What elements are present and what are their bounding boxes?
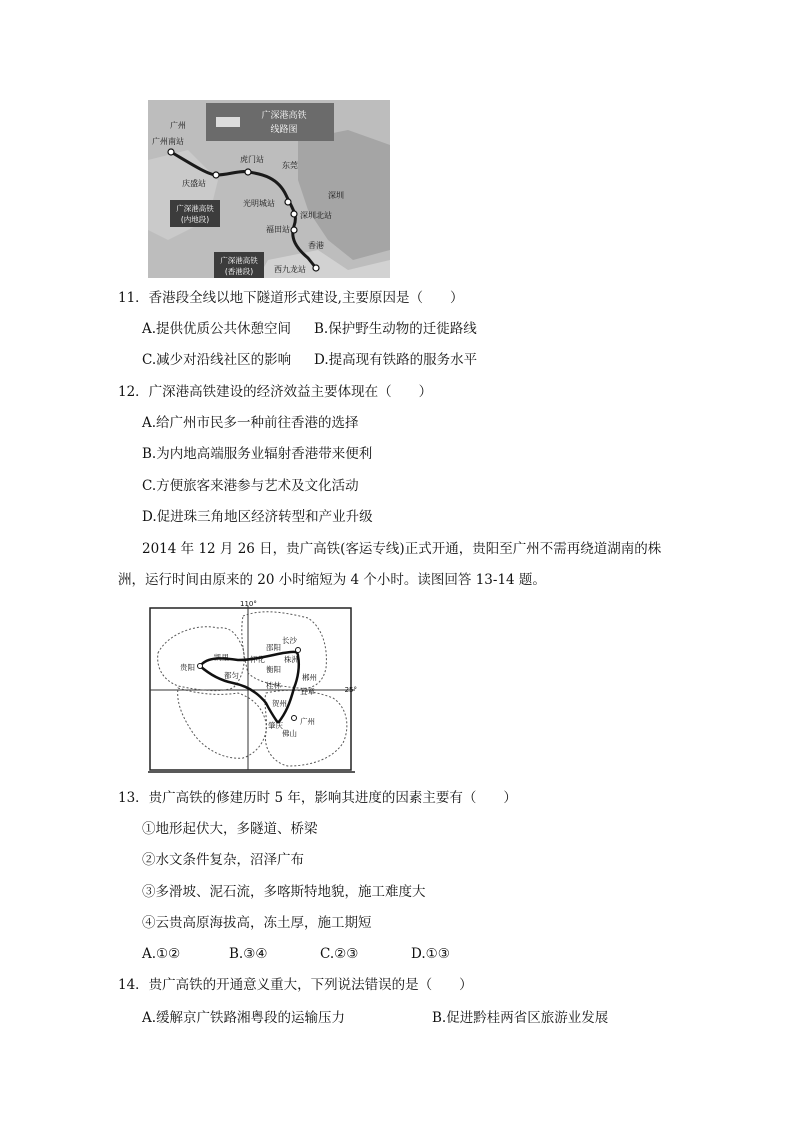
label-west-kowloon: 西九龙站	[274, 265, 306, 274]
label-shenzhen: 深圳	[328, 191, 344, 200]
question-13-option-c: C.②③	[320, 946, 359, 962]
label-dongguan: 东莞	[282, 161, 298, 170]
question-12-stem: 12．广深港高铁建设的经济效益主要体现在（ ）	[118, 384, 433, 400]
label-zhuzhou: 株洲	[284, 655, 299, 664]
lat-label: 25°	[344, 686, 357, 694]
station-west-kowloon	[313, 265, 319, 271]
label-guilin: 桂林	[266, 681, 281, 690]
label-shenzhen-north: 深圳北站	[300, 211, 332, 220]
station-futian	[291, 227, 297, 233]
label-yizhang: 宜章	[300, 687, 315, 696]
station-humen	[245, 169, 251, 175]
question-12-option-a: A.给广州市民多一种前往香港的选择	[142, 415, 359, 431]
label-duyun: 都匀	[224, 671, 239, 680]
question-14-option-a: A.缓解京广铁路湘粤段的运输压力	[142, 1010, 346, 1026]
guangshengang-railway-map	[148, 100, 390, 278]
label-hengyang: 衡阳	[266, 665, 281, 674]
city-changsha	[296, 648, 301, 653]
label-changsha: 长沙	[282, 636, 297, 645]
mainland-label-line1: 广深港高铁	[176, 204, 214, 213]
question-13-statement-2: ②水文条件复杂，沼泽广布	[142, 852, 304, 868]
station-guangzhou-south	[168, 149, 174, 155]
label-guiyang: 贵阳	[180, 663, 195, 672]
label-futian: 福田站	[266, 225, 290, 234]
station-shenzhen-north	[291, 211, 297, 217]
question-11-option-c: C.减少对沿线社区的影响	[142, 352, 292, 368]
label-huaihua: 怀化	[250, 655, 265, 664]
label-kaili: 凯里	[214, 653, 229, 662]
question-13-statement-3: ③多滑坡、泥石流，多喀斯特地貌，施工难度大	[142, 884, 426, 900]
question-13-statement-4: ④云贵高原海拔高，冻土厚，施工期短	[142, 915, 372, 931]
city-guiyang	[198, 664, 203, 669]
lon-label: 110°	[240, 600, 257, 608]
question-13-option-b: B.③④	[229, 946, 268, 962]
train-icon	[216, 117, 240, 127]
question-12-option-c: C.方便旅客来港参与艺术及文化活动	[142, 478, 359, 494]
label-foshan: 佛山	[282, 729, 297, 738]
question-12-option-d: D.促进珠三角地区经济转型和产业升级	[142, 509, 373, 525]
hk-label-line1: 广深港高铁	[220, 256, 258, 265]
label-humen: 虎门站	[240, 155, 264, 164]
label-guangzhou: 广州	[300, 717, 315, 726]
map-title-line2: 线路图	[270, 125, 298, 135]
question-11-option-d: D.提高现有铁路的服务水平	[314, 352, 478, 368]
intro-line-1: 2014 年 12 月 26 日，贵广高铁(客运专线)正式开通，贵阳至广州不需再绕道湖南的株	[142, 541, 662, 557]
label-zhaoqing: 肇庆	[268, 721, 283, 730]
station-guangmingcheng	[285, 199, 291, 205]
question-13-stem: 13．贵广高铁的修建历时 5 年，影响其进度的因素主要有（ ）	[118, 790, 517, 806]
label-chenzhou: 郴州	[302, 673, 317, 682]
city-guangzhou	[292, 716, 297, 721]
label-hongkong: 香港	[308, 241, 324, 250]
guiguang-railway-map	[148, 598, 355, 774]
question-13-statement-1: ①地形起伏大，多隧道、桥梁	[142, 821, 318, 837]
intro-line-2: 洲，运行时间由原来的 20 小时缩短为 4 个小时。读图回答 13-14 题。	[118, 572, 546, 588]
question-11-stem: 11．香港段全线以地下隧道形式建设,主要原因是（ ）	[118, 290, 464, 306]
label-hezhou: 贺州	[272, 699, 287, 708]
question-11-option-a: A.提供优质公共休憩空间	[142, 321, 292, 337]
mainland-label-line2: (内地段)	[180, 215, 210, 224]
question-13-option-a: A.①②	[142, 946, 181, 962]
map-title-line1: 广深港高铁	[261, 111, 307, 121]
question-11-option-b: B.保护野生动物的迁徙路线	[314, 321, 477, 337]
hk-label-line2: (香港段)	[224, 267, 254, 276]
label-qingsheng: 庆盛站	[182, 179, 206, 188]
label-shaoyang: 邵阳	[266, 643, 281, 652]
label-guangzhou: 广州	[170, 121, 186, 130]
station-qingsheng	[213, 172, 219, 178]
label-guangmingcheng: 光明城站	[243, 199, 275, 208]
question-14-option-b: B.促进黔桂两省区旅游业发展	[432, 1010, 609, 1026]
label-guangzhou-south: 广州南站	[152, 137, 184, 146]
question-13-option-d: D.①③	[411, 946, 450, 962]
question-14-stem: 14．贵广高铁的开通意义重大，下列说法错误的是（ ）	[118, 977, 473, 993]
question-12-option-b: B.为内地高端服务业辐射香港带来便利	[142, 446, 373, 462]
